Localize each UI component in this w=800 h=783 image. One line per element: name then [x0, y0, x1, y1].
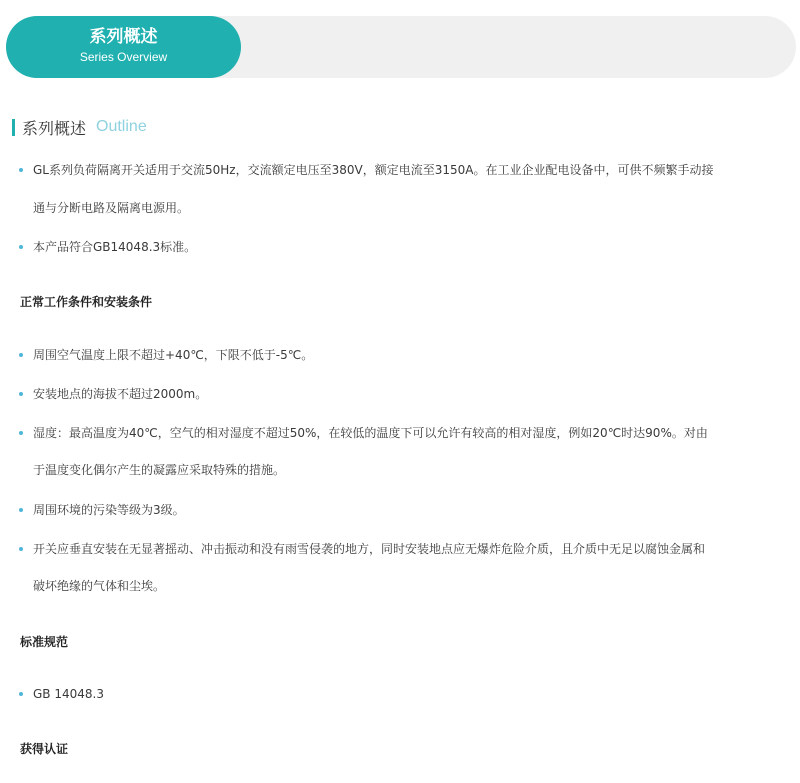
list-item: 周围环境的污染等级为3级。	[33, 503, 185, 517]
bullet-dot	[19, 168, 23, 172]
list-item: GB 14048.3	[33, 687, 104, 701]
heading-title: 系列概述	[22, 118, 87, 138]
bullet-dot	[19, 245, 23, 249]
bullet-dot	[19, 692, 23, 696]
list-item-continuation: 通与分断电路及隔离电源用。	[33, 201, 190, 215]
banner-title: 系列概述	[89, 27, 158, 47]
heading-accent-bar	[12, 119, 15, 136]
list-item: GL系列负荷隔离开关适用于交流50Hz，交流额定电压至380V，额定电流至3150A。在工业企业配电设备中，可供不频繁手动接	[33, 163, 714, 177]
list-item-continuation: 于温度变化偶尔产生的凝露应采取特殊的措施。	[33, 463, 286, 477]
section-title-standards: 标准规范	[20, 635, 69, 649]
section-title-certification: 获得认证	[20, 742, 69, 756]
bullet-dot	[19, 547, 23, 551]
heading-subtitle: Outline	[96, 118, 147, 135]
list-item: 周围空气温度上限不超过+40℃，下限不低于-5℃。	[33, 348, 314, 362]
list-item: 安装地点的海拔不超过2000m。	[33, 387, 208, 401]
list-item: 开关应垂直安装在无显著摇动、冲击振动和没有雨雪侵袭的地方，同时安装地点应无爆炸危险介质，且介质中无足以腐蚀金属和	[33, 542, 706, 556]
series-banner	[6, 16, 796, 78]
section-title-conditions: 正常工作条件和安装条件	[20, 295, 153, 309]
bullet-dot	[19, 353, 23, 357]
section-heading	[12, 116, 147, 138]
list-item: 本产品符合GB14048.3标准。	[33, 240, 197, 254]
bullet-dot	[19, 431, 23, 435]
banner-pill	[6, 16, 241, 78]
bullet-dot	[19, 392, 23, 396]
list-item-continuation: 破坏绝缘的气体和尘埃。	[33, 579, 166, 593]
list-item: 湿度：最高温度为40℃，空气的相对湿度不超过50%，在较低的温度下可以允许有较高的相对湿度，例如20℃时达90%。对由	[33, 426, 708, 440]
banner-subtitle: Series Overview	[79, 50, 168, 64]
bullet-dot	[19, 508, 23, 512]
